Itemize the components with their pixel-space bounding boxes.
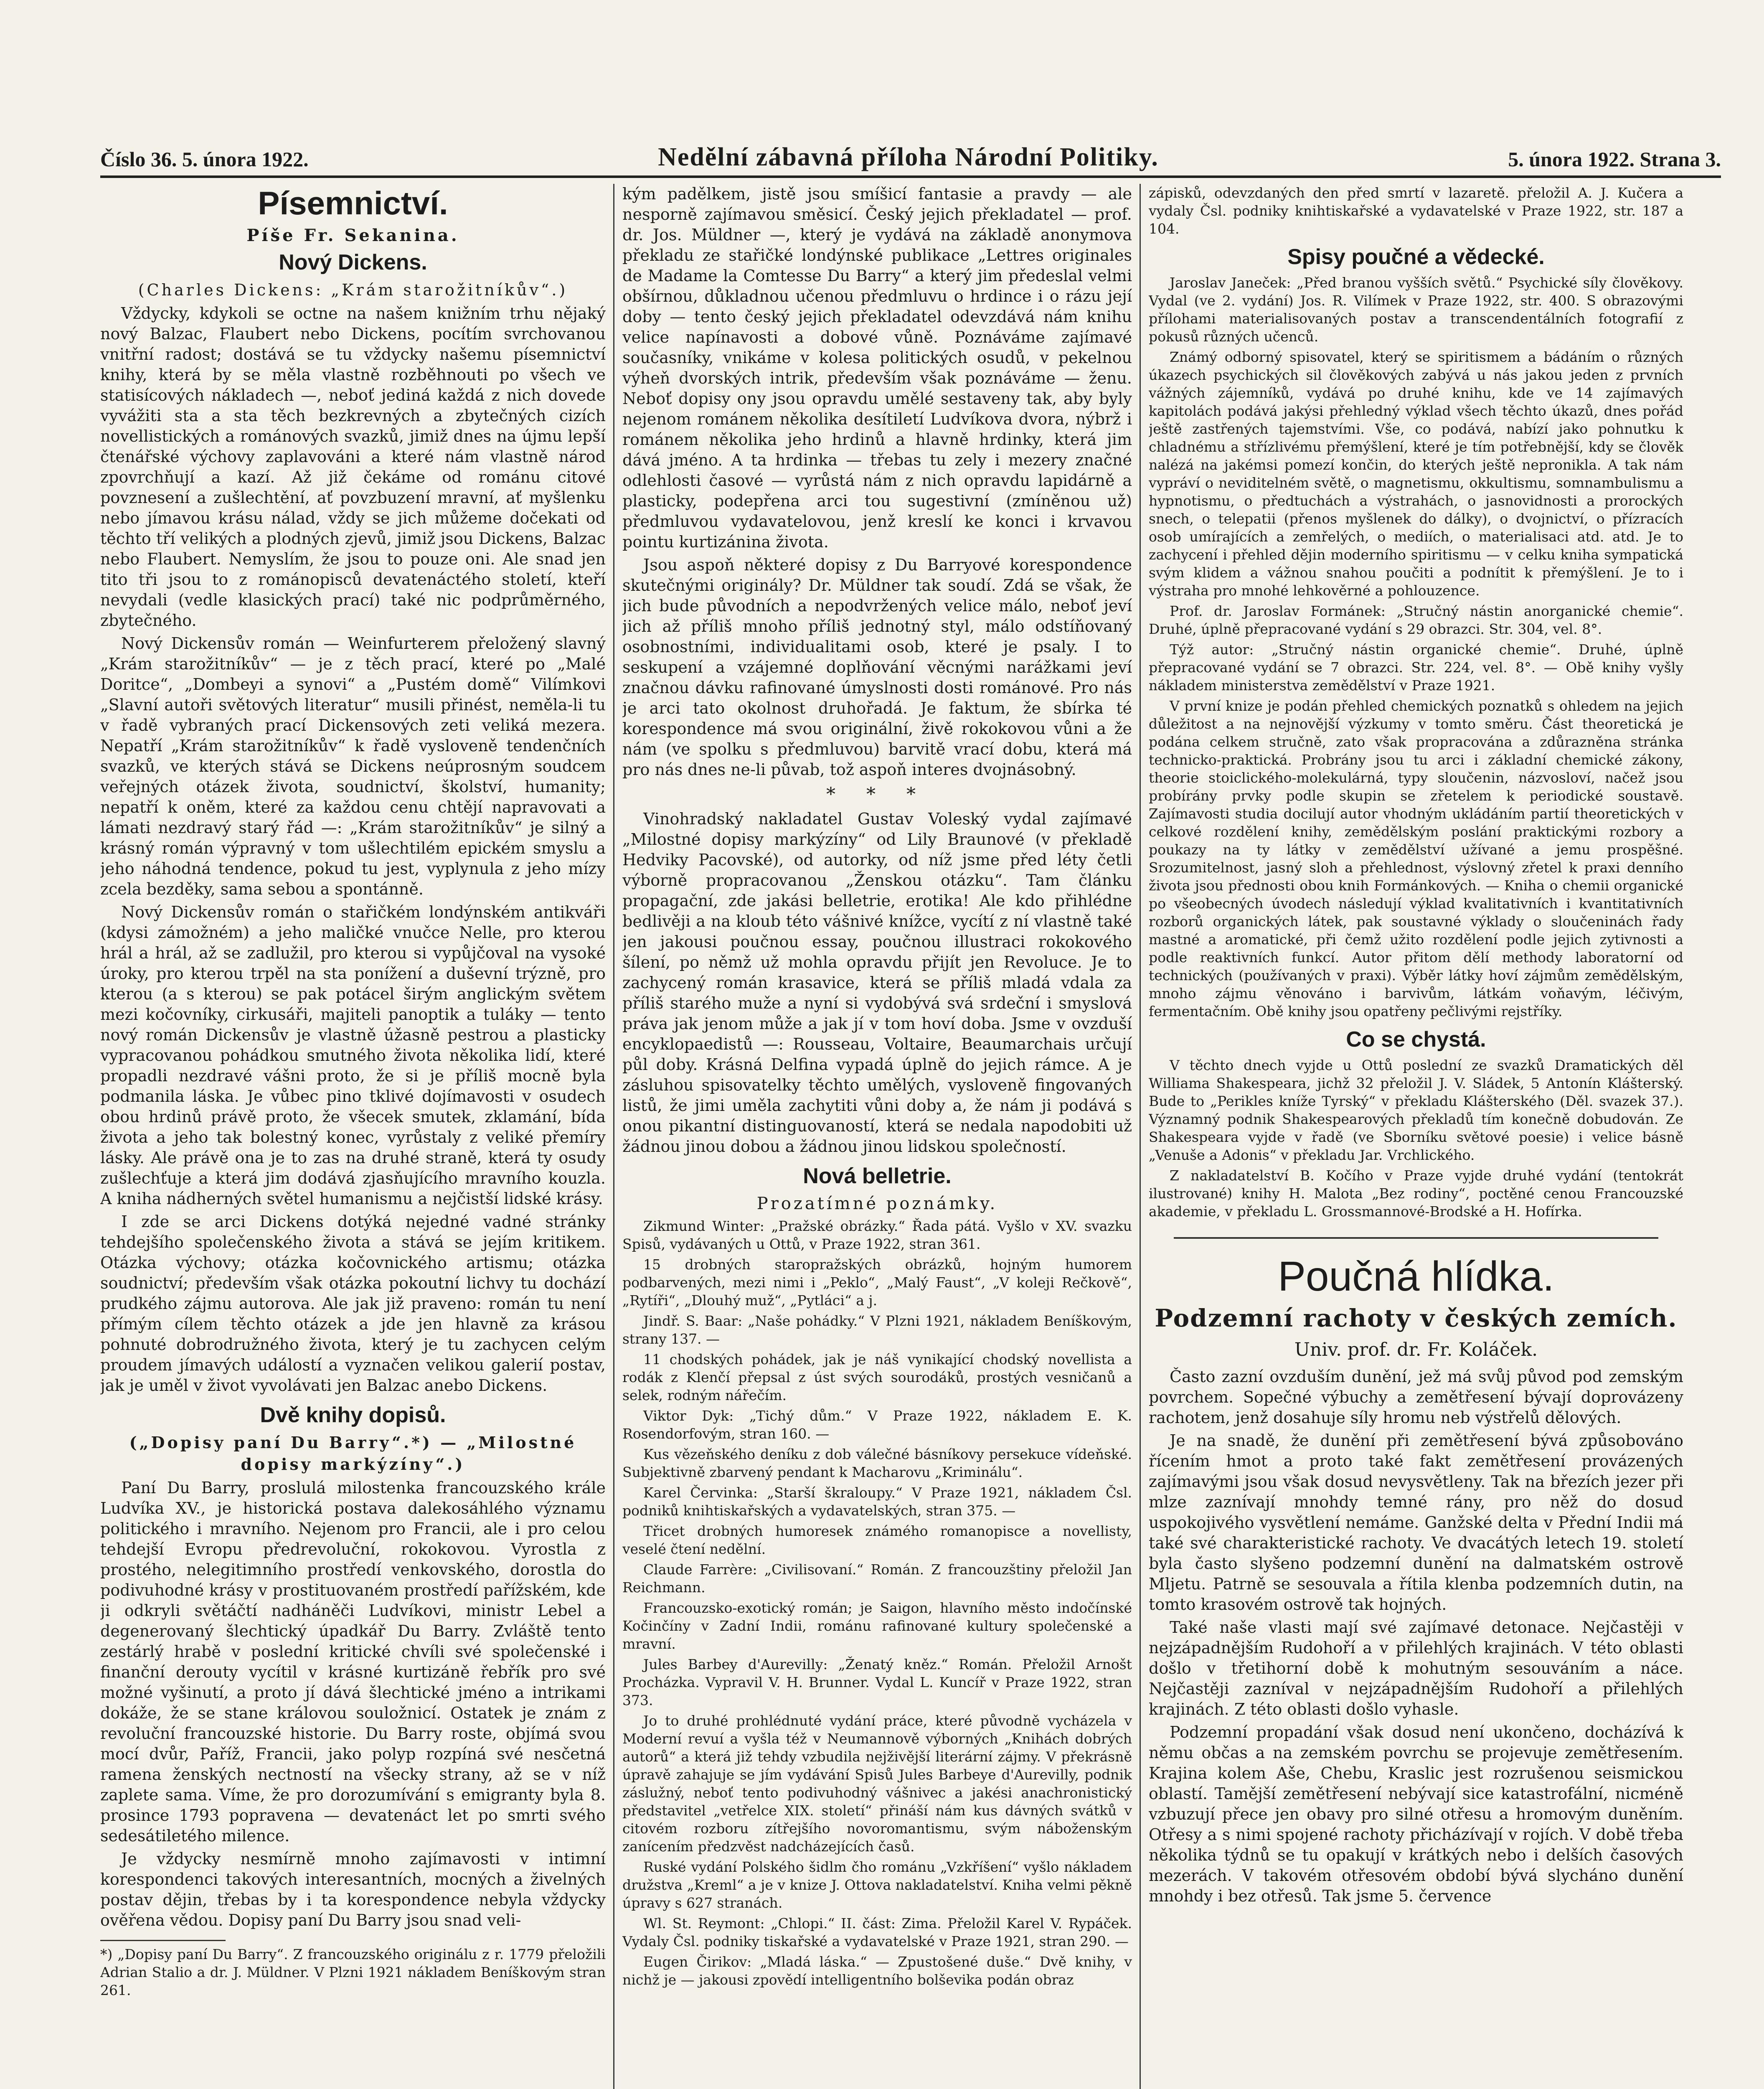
book-entry: Eugen Čirikov: „Mladá láska.“ — Zpustošené duše.“ Dvě knihy, v nichž je — jakousi zpovědí intelligentního bolševika podán obraz xyxy=(622,1954,1132,1988)
article-byline: Univ. prof. dr. Fr. Koláček. xyxy=(1294,1339,1538,1360)
book-entry: Jindř. S. Baar: „Naše pohádky.“ V Plzni 1921, nákladem Beníškovým, strany 137. — xyxy=(622,1313,1132,1347)
article-subtitle: Prozatímné poznámky. xyxy=(756,1194,998,1213)
paragraph: zápisků, odevzdaných den před smrtí v lazaretě. přeložil A. J. Kučera a vydaly Čsl. podniky knihtiskařské a vydavatelské v Praze 1922, str. 187 a 104. xyxy=(1149,185,1683,237)
section-separator: * * * xyxy=(826,784,928,805)
paragraph: V těchto dnech vyjde u Ottů poslední ze svazků Dramatických děl Williama Shakespeara, jichž 32 přeložil J. V. Sládek, 5 Antonín Klášterský. Bude to „Perikles kníže Tyrský“ v překladu Klášterského (Děl. svazek 37.). Významný podnik Shakespearových překladů tím konečně dobudován. Ze Shakespeara vyjde v řadě (ve Sborníku světové poesie) i velice básně „Venuše a Adonis“ v překladu Jar. Vrchlického. xyxy=(1149,1057,1683,1163)
column-2 xyxy=(622,184,1132,2089)
paragraph: Také naše vlasti mají své zajímavé detonace. Nejčastěji v nejzápadnějším Rudohoří a v přilehlých krajinách. V této oblasti došlo v třetihorní době k mohutným sesouváním a náce. Nejčastěji zazníval v nejzápadnějším Rudohoří a přilehlých krajinách. Z této oblasti došlo vyhasle. xyxy=(1149,1618,1683,1718)
article-title: Co se chystá. xyxy=(1346,1027,1486,1052)
article-title: Nový Dickens. xyxy=(279,250,427,274)
date-page: 5. února 1922. Strana 3. xyxy=(1508,147,1721,171)
book-note: V první knize je podán přehled chemických poznatků s ohledem na jejich důležitost a na nejnovější výzkumy v tomto směru. Část theoretická je podána celkem stručně, zato však propracována a zdůrazněna stránka technicko-praktická. Probrány jsou tu arci i základní chemické zákony, theorie stoiclického-molekulárná, typy sloučenin, názvosloví, načež jsou probírány prvky podle skupin se zřetelem k periodické soustavě. Zajímavosti studia docilují autor vhodným ukládáním partií theoretických v celkové rozdělení knihy, zemědělským poslání praktickými rozbory a poukazy na ty látky v zemědělství užívané a jemu prospěšné. Srozumitelnost, jasný sloh a přehlednost, výslovný zřetel k praxi denního života jsou přednosti obou knih Formánkových. — Kniha o chemii organické po všeobecných úvodech následují výklad kvalitativních i kvantitativních rozborů organických látek, pak soustavné výklady o sloučeninách řady mastné a aromatické, při čemž užito rozdělení podle jejich zytivnosti a podle reaktivních funkcí. Autor přitom dělí methody laboratorní od technických (používaných v praxi). Výběr látky hoví zájmům zemědělským, mnoho zájmu věnováno i barvivům, látkám voňavým, léčivým, fermentačním. Obě knihy jsou opatřeny pečlivými rejstříky. xyxy=(1149,698,1683,1019)
paragraph: kým padělkem, jistě jsou smíšicí fantasie a pravdy — ale nesporně zajímavou směsicí. Český jejich překladatel — prof. dr. Jos. Müldner —, který je vydává na základě anonymova překladu ze stařičké londýnské publikace „Lettres originales de Madame la Comtesse Du Barry“ a který jim předeslal velmi obšírnou, důkladnou učenou předmluvu o hrdince i o rázu její doby — tento český jejich překladatel odevzdává nám knihu velice napínavosti a dobové vůně. Poznáváme zajímavé současníky, vnikáme v kolesa politických osudů, v pekelnou výheň dvorských intrik, především však poznáváme — ženu. Neboť dopisy ony jsou opravdu umělé sestaveny tak, aby byly nejenom románem několika desítiletí Ludvíkova dvora, nýbrž i románem několika jeho hrdinů a hlavně hrdinky, která jim dává jméno. A ta hrdinka — třebas tu zely i mezery značné odlehlosti časové — vyrůstá nám z nich opravdu lapidárně a plasticky, podepřena arci tou sugestivní (zmíněnou už) předmluvou vydavatelovou, jenž kreslí ke konci i krvavou pointu kurtizánina života. xyxy=(622,185,1132,551)
book-entry: Wl. St. Reymont: „Chlopi.“ II. část: Zima. Přeložil Karel V. Rypáček. Vydaly Čsl. podniky tiskařské a vydavatelské v Praze 1921, stran 290. — xyxy=(622,1915,1132,1949)
article-title: Nová belletrie. xyxy=(803,1164,952,1188)
paragraph: Podzemní propadání však dosud není ukončeno, docházívá k němu občas a na zemském povrchu se projevuje zemětřesením. Krajina kolem Aše, Chebu, Kraslic jest rozrušenou seismickou oblastí. Tamější zemětřesení nebývají sice katastrofální, nicméně vzbuzují přece jen obavy pro silné otřesu a hromovým duněním. Otřesy a s nimi spojené rachoty přicházívají v rojích. V době třeba několika týdnů se tu opakují v krátkých nebo i delších časových mezerách. V takovém otřesovém období bývá slycháno dunění mnohdy i bez otřesů. Tak jsme 5. července xyxy=(1149,1723,1683,1905)
article-subtitle: (Charles Dickens: „Krám starožitníkův“.) xyxy=(138,281,568,299)
footnote-rule xyxy=(100,1940,226,1941)
book-entry: Viktor Dyk: „Tichý dům.“ V Praze 1922, nákladem E. K. Rosendorfovým, stran 160. — xyxy=(622,1408,1132,1442)
footnote: *) „Dopisy paní Du Barry“. Z francouzského originálu z r. 1779 přeložili Adrian Stalio a dr. J. Müldner. V Plzni 1921 nákladem Beníškovým stran 261. xyxy=(100,1946,606,1998)
paragraph: Z nakladatelství B. Kočího v Praze vyjde druhé vydání (tentokrát ilustrované) knihy H. Malota „Bez rodiny“, poctěné cenou Francouzské akademie, v překladu L. Grossmannové-Brodské a H. Hofírka. xyxy=(1149,1167,1683,1220)
article-title: Spisy poučné a vědecké. xyxy=(1287,245,1545,269)
book-note: Kus vězeňského deníku z dob válečné básníkovy persekuce vídeňské. Subjektivně zbarvený pendant k Macharovu „Kriminálu“. xyxy=(622,1446,1132,1480)
paragraph: Je na snadě, že dunění při zemětřesení bývá způsobováno řícením hmot a proto také fakt zemětřesení provázených zajímavými jsou však dosud nevysvětleny. Tak na březích jezer při mlze zaznívají mnohdy temné rány, pro něž do dosud uspokojivého vysvětlení nemáme. Ganžské delta v Přední Indii má také své charakteristické rachoty. Ve dvacátých letech 19. století byla často slyšeno podzemní dunění na dalmatském ostrově Mljetu. Patrně se sesouvala a řítila klenba podzemních dutin, na tomto krasovém ostrově tak hojných. xyxy=(1149,1431,1683,1614)
paragraph: Často zazní ovzduším dunění, jež má svůj původ pod zemským povrchem. Sopečné výbuchy a zemětřesení bývají doprovázeny rachotem, jenž dosahuje síly hromu neb výstřelů dělových. xyxy=(1149,1367,1683,1427)
book-note: Třicet drobných humoresek známého romanopisce a novellisty, veselé čtení nedělní. xyxy=(622,1523,1132,1557)
book-entry: Zikmund Winter: „Pražské obrázky.“ Řada pátá. Vyšlo v XV. svazku Spisů, vydávaných u Ottů, v Praze 1922, stran 361. xyxy=(622,1218,1132,1252)
hlidka-title: Poučná hlídka. xyxy=(1278,1253,1554,1300)
paragraph: Nový Dickensův román — Weinfurterem přeložený slavný „Krám starožitníkův“ — je z těch prací, které po „Malé Doritce“, „Dombeyi a synovi“ a „Pustém domě“ Vilímkovi „Slavní autoři světových literatur“ musili přinést, neměla-li tu v řadě vybraných prací Dickensových zeti veliká mezera. Nepatří „Krám starožitníkův“ k řadě vysloveně tendenčních svazků, ve kterých stává se Dickens neúprosným soudcem veřejných otázek života, soudnictví, školství, humanity; nepatří k oněm, které za každou cenu chtějí napravovati a lámati nezdravý starý řád —: „Krám starožitníkův“ je silný a krásný román výpravný v tom ušlechtilém epickém smyslu a jeho náhodná tendence, pokud tu jest, vyplynula z jeho mízy zcela bezděky, sama sebou a spontánně. xyxy=(100,634,606,898)
column-rule xyxy=(1140,184,1141,2089)
book-entry: Týž autor: „Stručný nástin organické chemie“. Druhé, úplně přepracované vydání se 7 obrazci. Str. 224, vel. 8°. — Obě knihy vyšly nákladem ministerstva zemědělství v Praze 1921. xyxy=(1149,641,1683,694)
paragraph: Je vždycky nesmírně mnoho zajímavosti v intimní korespondenci takových interesantních, mocných a živelných postav dějin, třebas by i ta korespondence nebyla vždycky ověřena vědou. Dopisy paní Du Barry jsou snad veli- xyxy=(100,1850,606,1929)
book-note: Francouzsko-exotický román; je Saigon, hlavního město indočínské Kočinčíny v Zadní Indii, románu rafinované kultury společenské a mravní. xyxy=(622,1600,1132,1652)
column-rule xyxy=(613,184,614,2089)
paragraph: Jsou aspoň některé dopisy z Du Barryové korespondence skutečnými originály? Dr. Müldner tak soudí. Zdá se však, že jich bude původních a nepodvržených velice málo, neboť jeví jich až příliš mnoho příliš jednotný styl, málo odstíňovaný osobnostními, individualitami osob, které je psaly. I to seskupení a vzájemné doplňování věcnými narážkami jeví značnou dávku rafinované úmyslnosti dosti románové. Pro nás je arci tato okolnost druhořadá. Je faktum, že sbírka té korespondence má svou originální, živě rokokovou vůni a že nám (ve spolku s předmluvou) barvitě vrací dobu, která má pro nás dnes ne-li půvab, tož aspoň interes dvojnásobný. xyxy=(622,556,1132,779)
issue-number: Číslo 36. 5. února 1922. xyxy=(100,147,309,171)
article-title: Dvě knihy dopisů. xyxy=(260,1403,446,1427)
section-divider xyxy=(1174,1237,1658,1239)
paragraph: I zde se arci Dickens dotýká nejedné vadné stránky tehdejšího společenského života a stává se jejím kritikem. Otázka výchovy; otázka kočovnického artismu; otázka soudnictví; především však otázka pokoutní lichvy tu dochází prudkého zájmu autorova. Ale jak již praveno: román tu není přímým cílem těchto otázek a jde jen hlavně za krásou pohnuté dobrodružného života, který je tu zachycen celým proudem jímavých událostí a vyznačen velikou galerií postav, jak je uměl v život vyvolávati jen Balzac anebo Dickens. xyxy=(100,1212,606,1395)
book-entry: Claude Farrère: „Civilisovaní.“ Román. Z francouzštiny přeložil Jan Reichmann. xyxy=(622,1561,1132,1596)
section-byline: Píše Fr. Sekanina. xyxy=(246,226,459,245)
section-title: Písemnictví. xyxy=(258,185,448,221)
book-entry: Karel Červinka: „Starší škraloupy.“ V Praze 1921, nákladem Čsl. podniků knihtiskařských a vydavatelských, stran 375. — xyxy=(622,1484,1132,1519)
column-1 xyxy=(100,184,606,2089)
paragraph: Paní Du Barry, proslulá milostenka francouzského krále Ludvíka XV., je historická postava dalekosáhlého významu politického i mravního. Nejenom pro Francii, ale i pro celou tehdejší Evropu předrevoluční, rokokovou. Vyrostla z prostého, nelegitimního prostředí venkovského, dorostla do podivuhodné krásy v prostituovaném prostředí pařížském, kde ji odkryli světáčtí nadháněči Ludvíkovi, ministr Lebel a degenerovaný šlechtický úpadkář Du Barry. Zvláště tento zestárlý hrabě v poslední kritické chvíli své společenské i finanční derouty vycítil v krásné kurtizáně řebřík pro své možné vyšinutí, a proto jí dává šlechtické jméno a intrikami dokáže, že se stane královou souložnicí. Ostatek je znám z revoluční francouzské historie. Du Barry roste, objímá svou mocí dvůr, Paříž, Francii, jako polyp rozpíná své nesčetná ramena ženských nectností na všecky strany, až se v níž zaplete sama. Víme, že pro dorozumívání s emigranty byla 8. prosince 1793 popravena — devatenáct let po smrti svého sedesátiletého milence. xyxy=(100,1479,606,1845)
book-entry: Jaroslav Janeček: „Před branou vyšších světů.“ Psychické síly člověkovy. Vydal (ve 2. vydání) Jos. R. Vilímek v Praze 1922, str. 400. S obrazovými přílohami materialisovaných postav a transcendentálních fotografií z pokusů různých učenců. xyxy=(1149,274,1683,345)
book-entry: Jules Barbey d'Aurevilly: „Ženatý kněz.“ Román. Přeložil Arnošt Procházka. Vypravil V. H. Brunner. Vydal L. Kuncíř v Praze 1922, stran 373. xyxy=(622,1656,1132,1708)
book-note: 15 drobných staropražských obrázků, hojným humorem podbarvených, mezi nimi i „Peklo“, „Malý Faust“, „V koleji Rečkově“, „Rytíři“, „Dlouhý muž“, „Pytláci“ a j. xyxy=(622,1256,1132,1309)
paragraph: Vždycky, kdykoli se octne na našem knižním trhu nějaký nový Balzac, Flaubert nebo Dickens, pocítím svrchovanou vnitřní radost; dostává se tu vždycky našemu písemnictví knihy, která by se měla vlastně rozběhnouti po všech ve statisícových nákladech —, neboť jediná každá z nich dovede vyvážiti sta a sta těch bezkrevných a zbytečných cizích novellistických a románových svazků, jimiž dnes na újmu lepší čtenářské výchovy zaplavováni a které nám vlastně národ zpovrchňují a kazí. Až již čekáme od románu citové povznesení a zušlechtění, ať povzbuzení mravní, ať myšlenku nebo jímavou krásu nálad, vždy se jich můžeme dočekati od těchto tří velikých a plodných zjevů, jimiž jsou Dickens, Balzac nebo Flaubert. Nemyslím, že jsou to pouze oni. Ale snad jen tito tři jsou to z románopisců devatenáctého století, kteří nevydali (vedle klasických prací) také nic podprůměrného, zbytečného. xyxy=(100,304,606,630)
book-note: Ruské vydání Polského šidlm čho románu „Vzkříšení“ vyšlo nákladem družstva „Kreml“ a je v knize J. Ottova nakladatelství. Kniha velmi pěkně úpravy s 627 stranách. xyxy=(622,1859,1132,1911)
book-note: 11 chodských pohádek, jak je náš vynikající chodský novellista a rodák z Klenčí přepsal z úst svých sourodáků, prostých vesničanů a selek, rodným nářečím. xyxy=(622,1351,1132,1403)
masthead xyxy=(100,138,1721,178)
paragraph: Nový Dickensův román o stařičkém londýnském antikváři (kdysi zámožném) a jeho maličké vnučce Nelle, pro kterou hrál a hrál, až se zadlužil, pro kterou si vypůjčoval na vysoké úroky, pro kterou trpěl na sta ponížení a duševní trýzně, pro kterou (a s kterou) se pak potácel širým anglickým světem mezi kočovníky, cirkusáři, majiteli panoptik a tuláky — tento nový román Dickensův je vlastně úžasně pestrou a plasticky vypracovanou pohádkou smutného života několika lidí, které propadli nezdravé vášni proto, že si je příliš mocně byla podmanila láska. Je vůbec pino tklivé dojímavosti v osudech obou hrdinů právě proto, že všecek smutek, zklamání, bída života a jeho tak bolestný konec, vyrůstaly z veliké přemíry lásky. Ale právě ona je to zas na druhé straně, která ty osudy zušlechťuje a která jim dodává zjasňujícího mravního kouzla. A kniha nádherných světel humanismu a nejčistší lidské krásy. xyxy=(100,903,606,1208)
publication-title: Nedělní zábavná příloha Národní Politiky. xyxy=(658,143,1159,171)
book-entry: Prof. dr. Jaroslav Formánek: „Stručný nástin anorganické chemie“. Druhé, úplně přepracované vydání s 29 obrazci. Str. 304, vel. 8°. xyxy=(1149,603,1683,637)
book-note: Známý odborný spisovatel, který se spiritismem a bádáním o různých úkazech psychických sil člověkových zabývá u nás jakou jeden z prvních vážných zájemníků, vydává po druhé knihu, kde ve 14 zajímavých kapitolách podává jakýsi přehledný výklad všech těchto úkazů, dnes pořád ještě zastřených tajemstvími. Vše, co podává, nabízí jako pohnutku k chladnému a střízlivému přemýšlení, které je tím potřebnější, kdy se člověk nalézá na jakémsi pomezí končin, do kterých ještě nepronikla. A tak nám vypráví o neviditelném světě, o magnetismu, okkultismu, somnambulismu a hypnotismu, o předtuchách a výstrahách, o jasnovidnosti a prorockých snech, o telepatii (přenos myšlenek do dálky), o dvojnictví, o přízracích osob umírajících a zemřelých, o mediích, o materialisaci atd. atd. Je to zachycení i přehled dějin moderního spiritismu — v celku kniha sympatická svým klidem a vážnou snahou poučiti a podnítit k přemýšlení. Je to i výstraha pro mnohé lehkověrné a pohlouzence. xyxy=(1149,349,1683,599)
book-note: Jo to druhé prohlédnuté vydání práce, které původně vycházela v Moderní revuí a vyšla též v Neumannově výborných „Knihách dobrých autorů“ a která již tehdy vzbudila nejživější literární zájmy. V překrásně úpravě zahajuje se jím vydávání Spisů Jules Barbeye d'Aurevilly, podnik záslužný, neboť tento podivuhodný vášnivec a jakési anachronistický představitel „vetřelce XIX. století“ přináší nám kus dávných svátků v citovém rozboru zítřejšího novoromantismu, svým náboženským zanícením předzvěst nadcházejících časů. xyxy=(622,1713,1132,1855)
column-3 xyxy=(1149,184,1683,2089)
article-subtitle: („Dopisy paní Du Barry“.*) — „Milostné dopisy markýzíny“.) xyxy=(129,1433,577,1474)
article-title: Podzemní rachoty v českých zemích. xyxy=(1155,1304,1678,1332)
paragraph: Vinohradský nakladatel Gustav Voleský vydal zajímavé „Milostné dopisy markýzíny“ od Lily Braunové (v překladě Hedviky Pacovské), od autorky, od níž jsme před léty četli výborně propracovanou „Ženskou otázku“. Tam článku propagační, zde jakási belletrie, erotika! Ale kdo přihlédne bedlivěji a na kloub této vášnivé knížce, vycítí z ní vlastně také jen jakousi poučnou essay, poučnou illustraci rokokového šílení, po němž už mohla opravdu přijít jen Revoluce. Je to zachycený román krasavice, která se příliš mladá vdala za příliš starého muže a nyní si vydobývá svá srdeční i smyslová práva jak jenom může a jak jí v tom hoví doba. Jsme v ovzduší encyklopaedistů —: Rousseau, Voltaire, Beaumarchais určují půl doby. Krásná Delfina vypadá úplně do jejich rámce. A je zásluhou spisovatelky těchto umělých, vysloveně fingovaných listů, že jimi uměla zachytiti vůni doby a, že nám ji podává s onou pikantní distinguovaností, která se nedala napodobiti už žádnou jinou dobou a žádnou jinou lidskou společností. xyxy=(622,810,1132,1156)
